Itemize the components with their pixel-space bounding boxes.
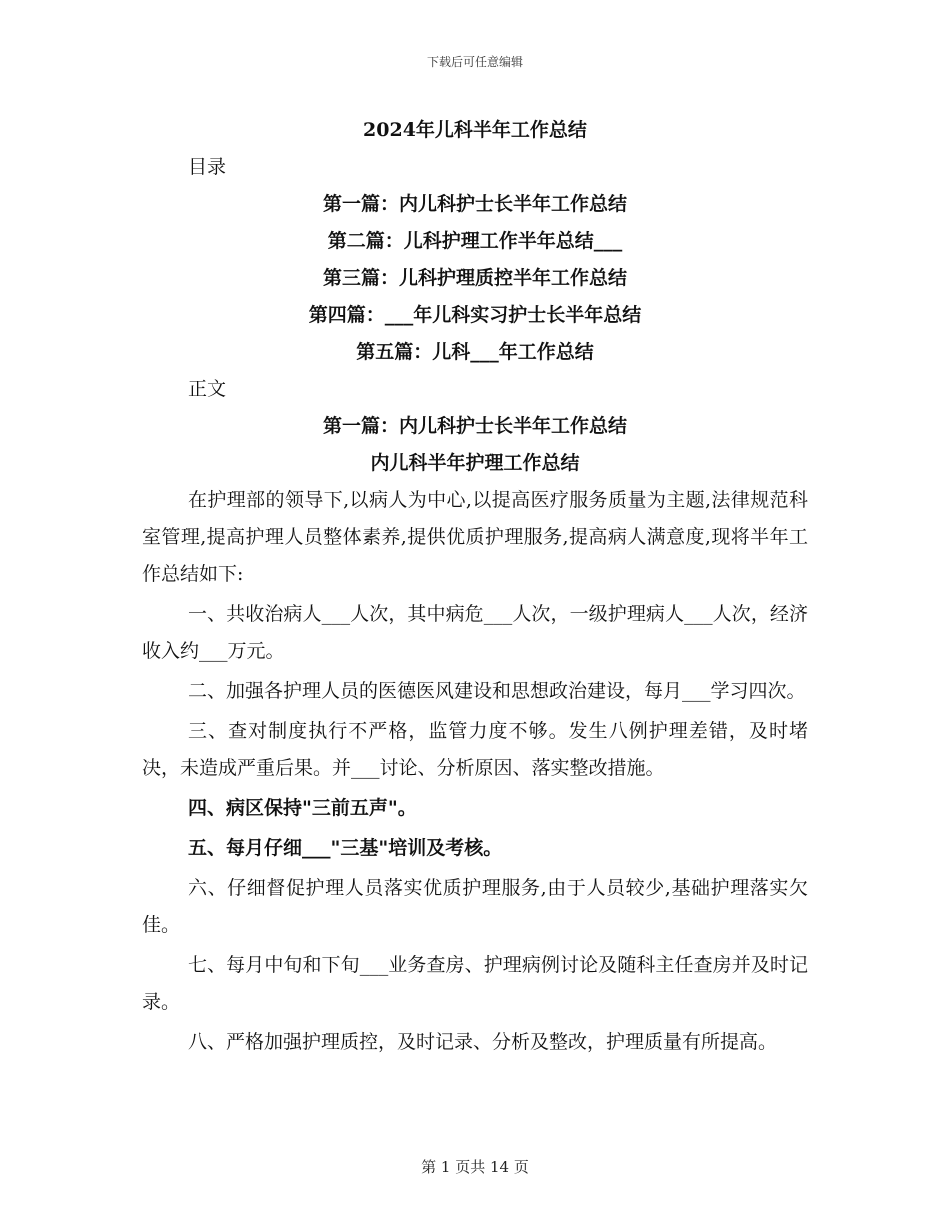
summary-item: 八、严格加强护理质控，及时记录、分析及整改，护理质量有所提高。 bbox=[188, 1031, 778, 1053]
summary-item: 二、加强各护理人员的医德医风建设和思想政治建设，每月___学习四次。 bbox=[188, 680, 806, 702]
summary-item: 五、每月仔细___"三基"培训及考核。 bbox=[188, 837, 503, 859]
intro-paragraph: 在护理部的领导下,以病人为中心,以提高医疗服务质量为主题,法律规范科室管理,提高护理人员整体素养,提供优质护理服务,提高病人满意度,现将半年工作总结如下: bbox=[142, 489, 808, 585]
document-title: 2024年儿科半年工作总结 bbox=[363, 119, 587, 141]
chapter-title: 第一篇：内儿科护士长半年工作总结 bbox=[322, 415, 627, 437]
toc-item: 第二篇：儿科护理工作半年总结___ bbox=[327, 230, 623, 252]
toc-label: 目录 bbox=[188, 156, 227, 178]
summary-item: 一、共收治病人___人次，其中病危___人次，一级护理病人___人次，经济收入约___万元。 bbox=[142, 603, 808, 662]
toc-item: 第五篇：儿科___年工作总结 bbox=[356, 341, 594, 363]
toc-item: 第四篇：___年儿科实习护士长半年总结 bbox=[308, 304, 642, 326]
page-number: 第 1 页共 14 页 bbox=[421, 1158, 529, 1176]
toc-item: 第一篇：内儿科护士长半年工作总结 bbox=[322, 193, 627, 215]
page-header-note: 下载后可任意编辑 bbox=[426, 55, 523, 69]
summary-item: 七、每月中旬和下旬___业务查房、护理病例讨论及随科主任查房并及时记录。 bbox=[142, 954, 808, 1013]
table-of-contents bbox=[142, 186, 808, 371]
section-title: 内儿科半年护理工作总结 bbox=[370, 452, 580, 474]
toc-item: 第三篇：儿科护理质控半年工作总结 bbox=[322, 267, 627, 289]
body-label: 正文 bbox=[188, 378, 227, 400]
summary-item: 四、病区保持"三前五声"。 bbox=[188, 797, 417, 819]
summary-item: 六、仔细督促护理人员落实优质护理服务,由于人员较少,基础护理落实欠佳。 bbox=[142, 877, 808, 936]
summary-item: 三、查对制度执行不严格，监管力度不够。发生八例护理差错，及时堵决，未造成严重后果。并___讨论、分析原因、落实整改措施。 bbox=[142, 720, 808, 779]
document-content bbox=[142, 112, 808, 1061]
